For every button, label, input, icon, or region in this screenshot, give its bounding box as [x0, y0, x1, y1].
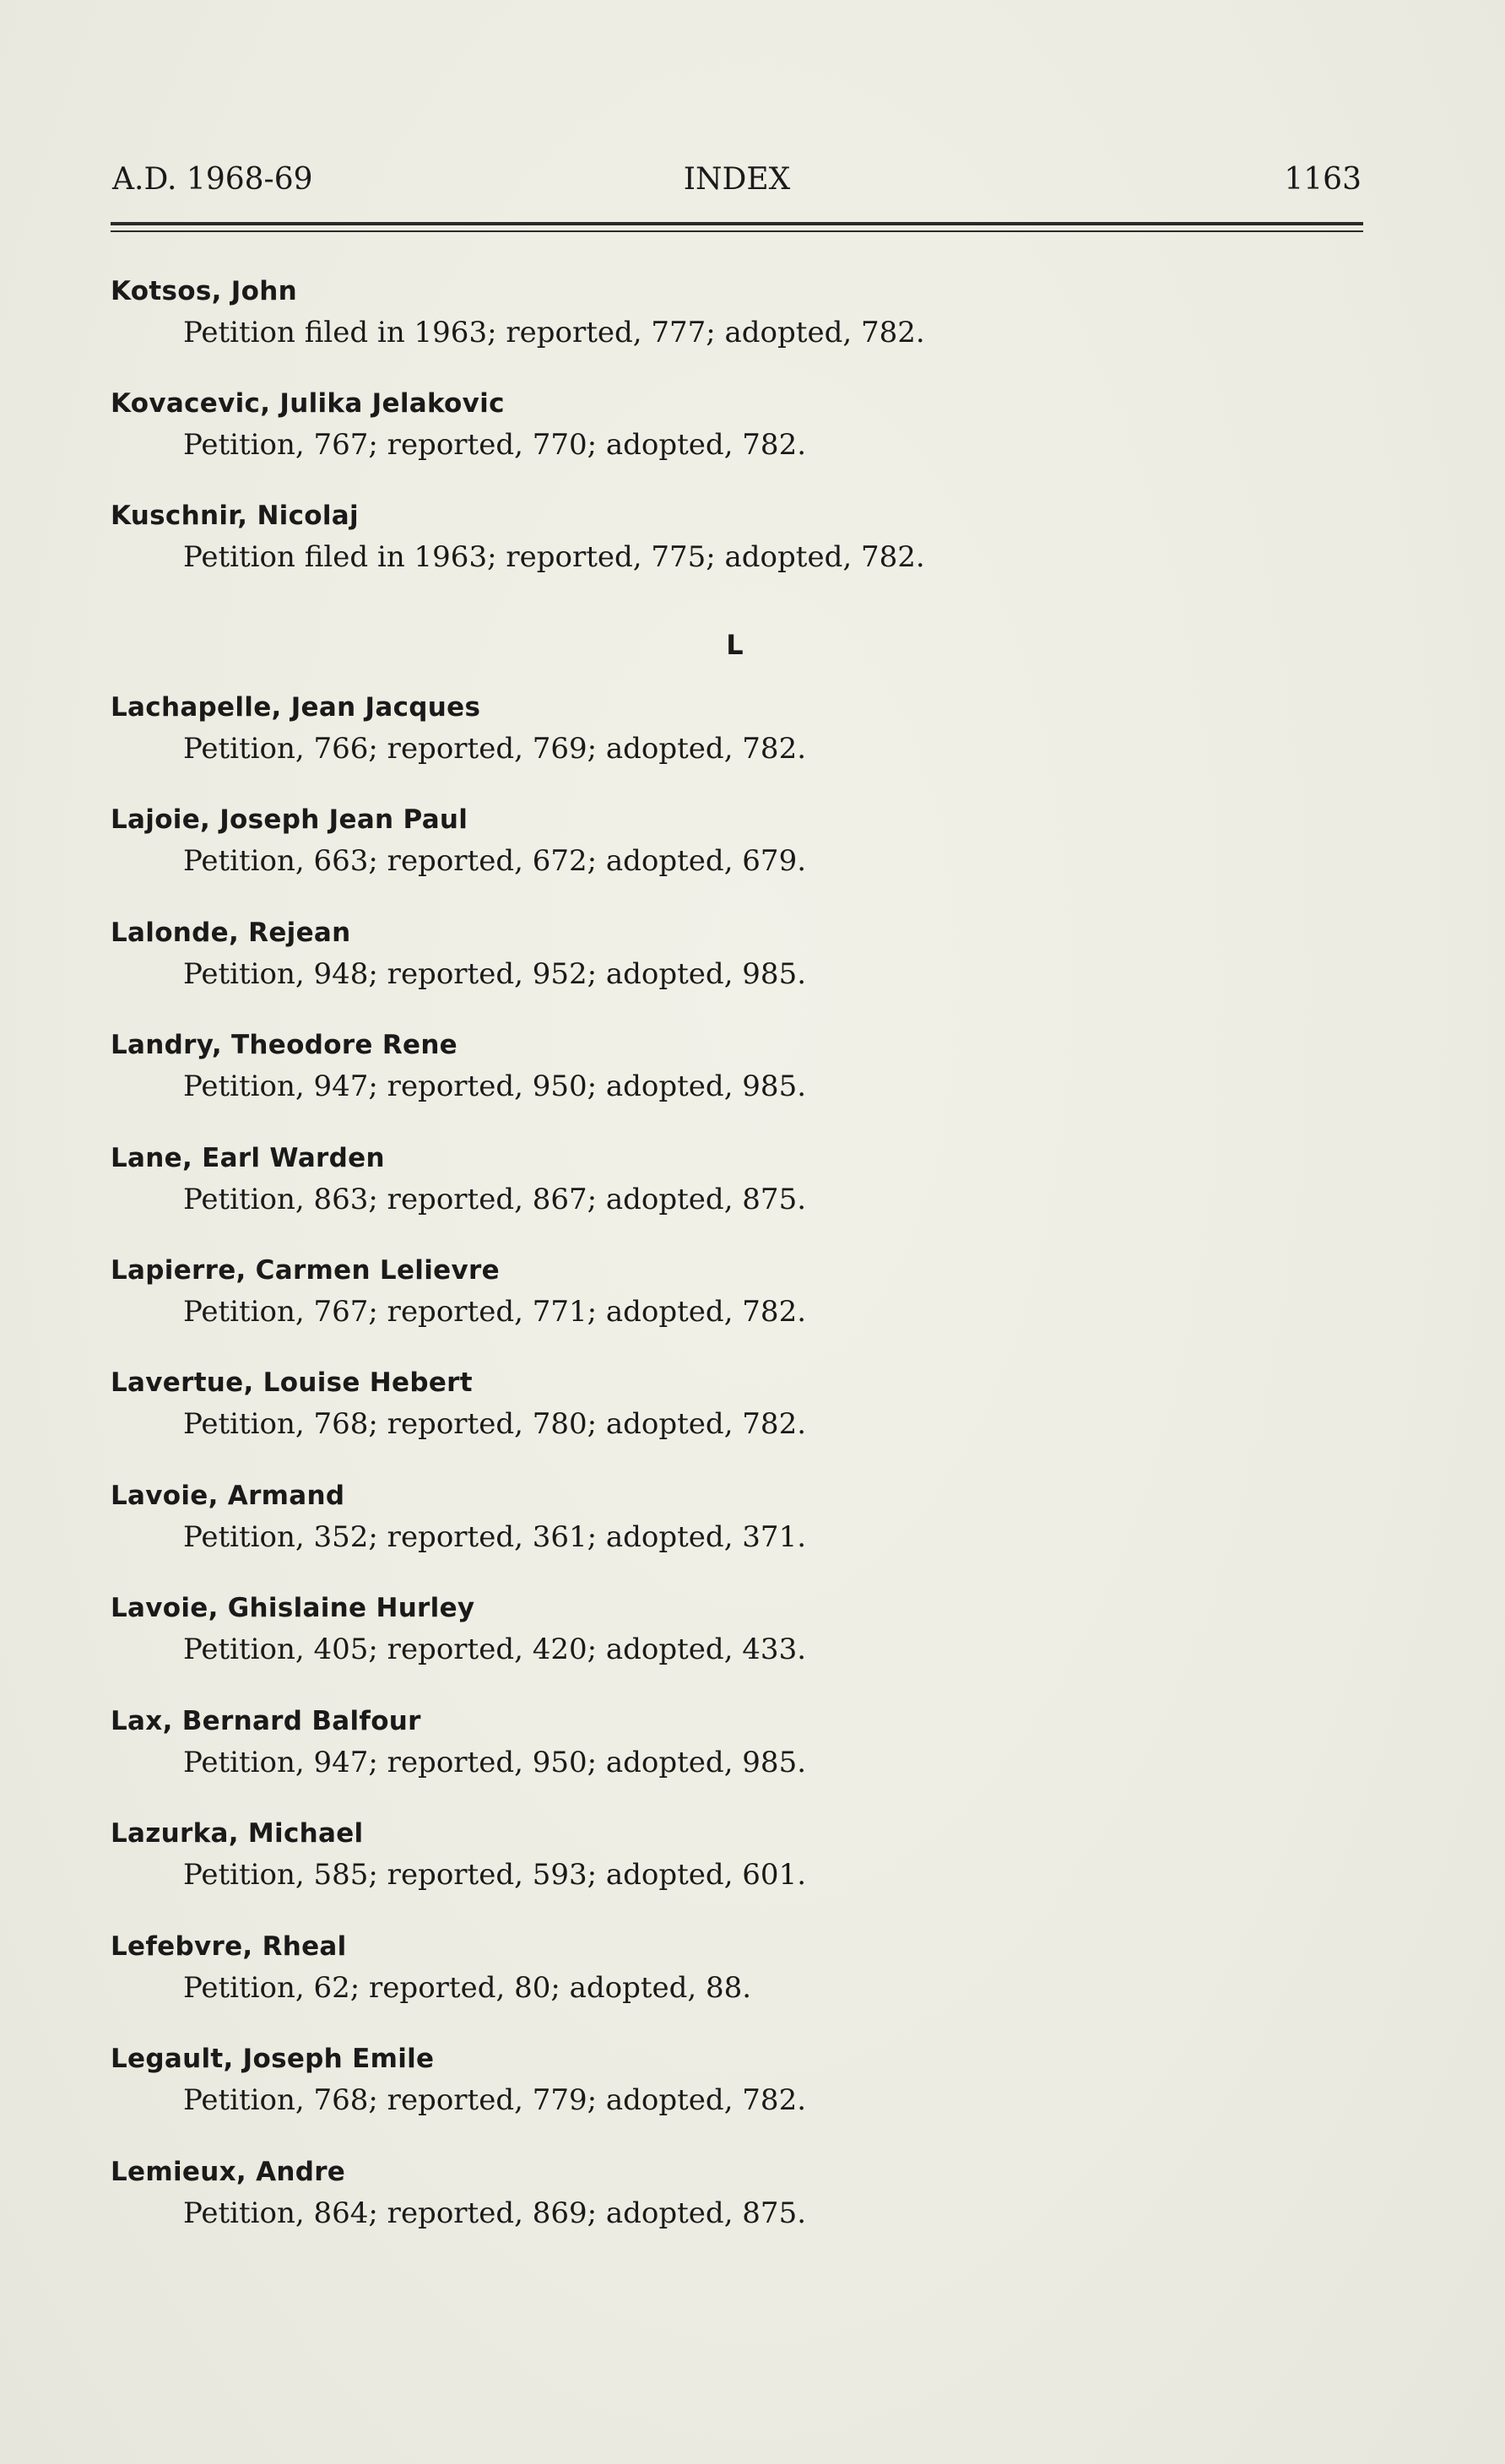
entry-name: Lavoie, Armand: [111, 1481, 345, 1511]
index-entry: [111, 272, 925, 355]
entry-name: Kotsos, John: [111, 276, 297, 306]
entry-name: Lapierre, Carmen Lelievre: [111, 1255, 500, 1286]
index-entry: [111, 2153, 806, 2235]
index-entry: [111, 1589, 806, 1671]
entry-detail: Petition, 768; reported, 780; adopted, 782.: [183, 1407, 807, 1441]
entry-name: Lalonde, Rejean: [111, 918, 351, 948]
header-rule-thin: [111, 230, 1363, 232]
index-entry: [111, 913, 806, 996]
entry-name: Kovacevic, Julika Jelakovic: [111, 388, 505, 419]
entry-name: Lachapelle, Jean Jacques: [111, 692, 481, 723]
entry-detail: Petition, 663; reported, 672; adopted, 679.: [183, 844, 807, 878]
index-entry: [111, 1363, 806, 1446]
entry-detail: Petition filed in 1963; reported, 777; adopted, 782.: [183, 316, 925, 349]
entry-detail: Petition, 767; reported, 771; adopted, 782.: [183, 1295, 807, 1329]
entry-detail: Petition, 947; reported, 950; adopted, 985.: [183, 1746, 807, 1779]
entry-name: Lavoie, Ghislaine Hurley: [111, 1593, 475, 1623]
entry-detail: Petition, 585; reported, 593; adopted, 601.: [183, 1858, 807, 1892]
entry-name: Lajoie, Joseph Jean Paul: [111, 804, 468, 835]
entry-name: Landry, Theodore Rene: [111, 1030, 458, 1060]
entry-name: Lemieux, Andre: [111, 2157, 346, 2187]
index-entry: [111, 496, 925, 579]
entry-name: Lane, Earl Warden: [111, 1143, 385, 1173]
page-header: [112, 162, 1362, 204]
index-entry: [111, 1139, 806, 1221]
index-entry: [111, 384, 806, 467]
header-session: A.D. 1968-69: [112, 162, 313, 197]
entry-detail: Petition, 768; reported, 779; adopted, 782.: [183, 2083, 807, 2117]
header-rule-thick: [111, 222, 1363, 225]
entry-name: Lazurka, Michael: [111, 1818, 364, 1849]
index-entry: [111, 2039, 806, 2122]
index-entry: [111, 800, 806, 883]
entry-detail: Petition filed in 1963; reported, 775; adopted, 782.: [183, 540, 925, 574]
entry-detail: Petition, 948; reported, 952; adopted, 985.: [183, 957, 807, 991]
section-letter: L: [726, 629, 744, 661]
index-entry: [111, 1251, 806, 1334]
entry-detail: Petition, 864; reported, 869; adopted, 875.: [183, 2196, 807, 2230]
header-page-number: 1163: [1284, 162, 1362, 197]
entry-detail: Petition, 863; reported, 867; adopted, 875.: [183, 1183, 807, 1216]
entry-name: Kuschnir, Nicolaj: [111, 501, 359, 531]
entry-detail: Petition, 947; reported, 950; adopted, 985.: [183, 1070, 807, 1103]
entry-detail: Petition, 62; reported, 80; adopted, 88.: [183, 1971, 752, 2005]
entry-detail: Petition, 405; reported, 420; adopted, 433.: [183, 1633, 807, 1666]
entry-name: Lavertue, Louise Hebert: [111, 1367, 473, 1398]
index-entry: [111, 1702, 806, 1784]
index-entry: [111, 688, 806, 771]
entry-name: Legault, Joseph Emile: [111, 2044, 435, 2074]
header-title: INDEX: [683, 162, 791, 197]
entry-detail: Petition, 352; reported, 361; adopted, 371.: [183, 1520, 807, 1554]
index-entry: [111, 1927, 751, 2010]
entry-name: Lefebvre, Rheal: [111, 1931, 347, 1962]
index-entry: [111, 1476, 806, 1559]
entry-detail: Petition, 767; reported, 770; adopted, 782.: [183, 428, 807, 462]
index-entry: [111, 1814, 806, 1897]
entry-name: Lax, Bernard Balfour: [111, 1706, 421, 1736]
entry-detail: Petition, 766; reported, 769; adopted, 782.: [183, 732, 807, 766]
index-entry: [111, 1026, 806, 1108]
